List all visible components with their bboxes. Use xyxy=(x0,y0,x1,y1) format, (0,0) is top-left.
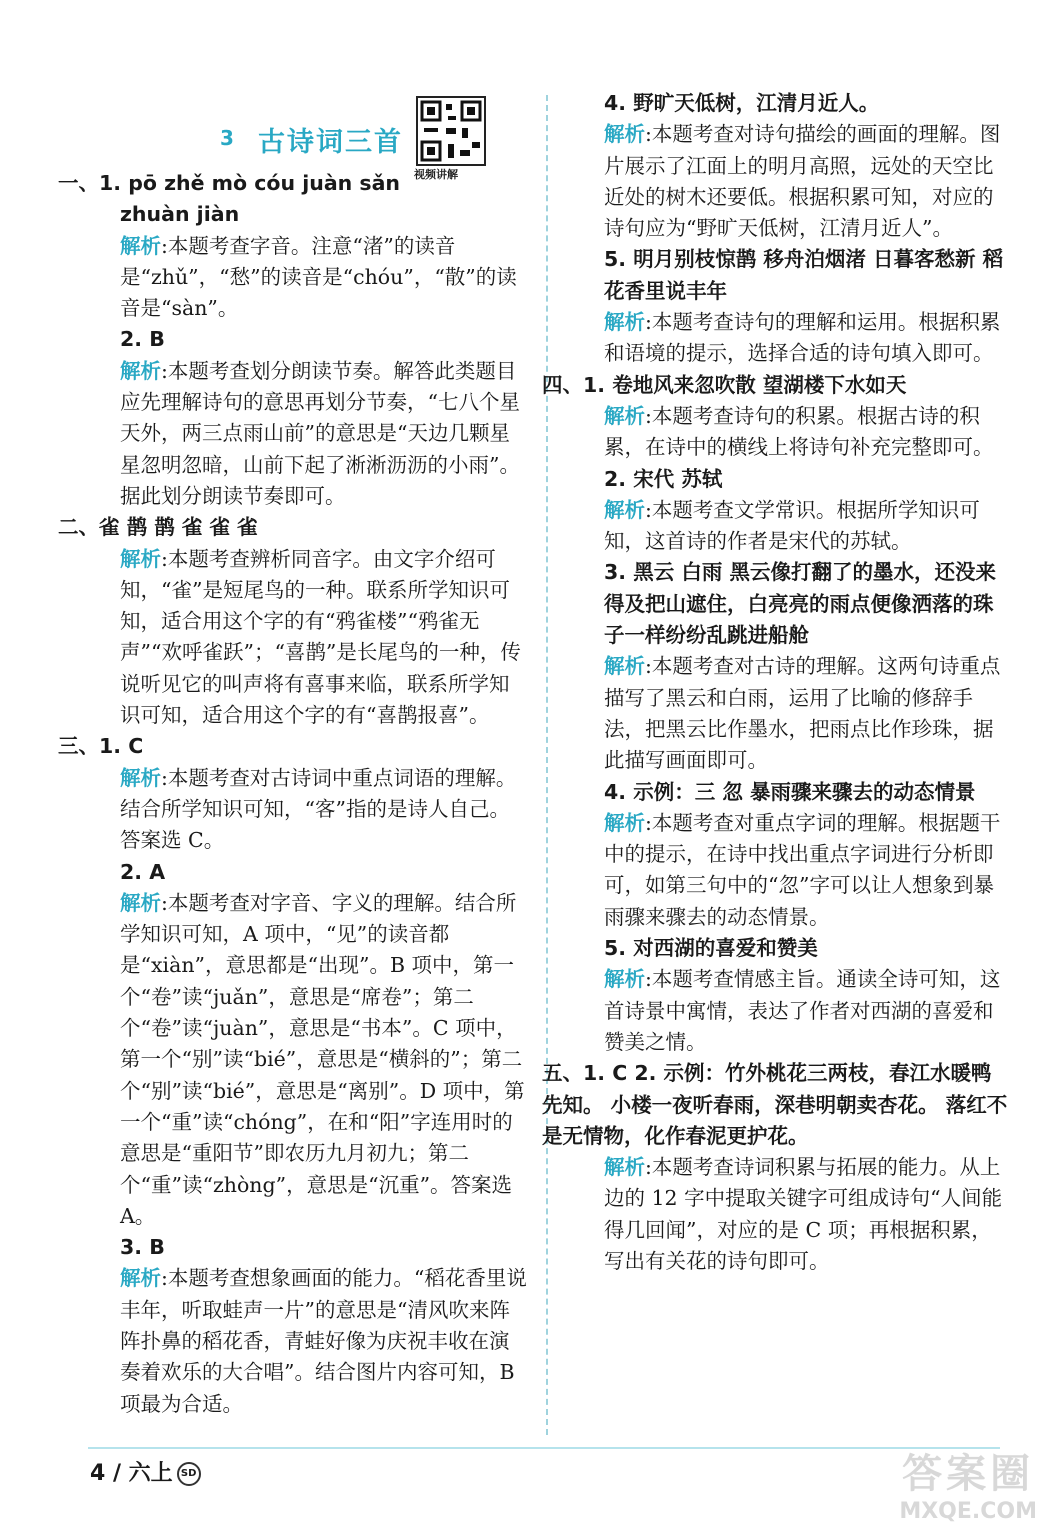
analysis-label: 解析 xyxy=(604,403,645,428)
lesson-header xyxy=(88,88,528,181)
analysis-label: 解析 xyxy=(604,967,645,992)
left-column xyxy=(58,88,528,1420)
answer-line xyxy=(88,324,528,355)
answer-line xyxy=(572,557,1012,651)
item-text: 本题考查辨析同音字。由文字介绍可知，“雀”是短尾鸟的一种。联系所学知识可知，适合用这个字的有“鸦雀楼”“鸦雀无声”“欢呼雀跃”；“喜鹊”是长尾鸟的一种，传说听见它的叫声将有喜事来临，联系所学知识可知，适合用这个字的有“喜鹊报喜”。 xyxy=(120,546,521,728)
analysis-label: 解析 xyxy=(604,1155,645,1180)
answer-line xyxy=(572,933,1012,964)
item-text: 本题考查文学常识。根据所学知识可知，这首诗的作者是宋代的苏轼。 xyxy=(604,497,980,554)
analysis-paragraph: 解析:本题考查情感主旨。通读全诗可知，这首诗景中寓情，表达了作者对西湖的喜爱和赞美之情。 xyxy=(604,967,1001,1054)
lesson-title: 古诗词三首 xyxy=(258,127,403,158)
analysis-paragraph: 解析:本题考查诗句的积累。根据古诗的积累，在诗中的横线上将诗句补充完整即可。 xyxy=(604,403,994,460)
item-text: zhuàn jiàn xyxy=(120,202,240,227)
item-text: 本题考查对古诗词中重点词语的理解。结合所学知识可知，“客”指的是诗人自己。答案选 C。 xyxy=(120,765,517,853)
right-answers xyxy=(542,88,1012,1277)
item-text: 本题考查字音。注意“渚”的读音是“zhǔ”，“愁”的读音是“chóu”，“散”的读音是“sàn”。 xyxy=(120,233,517,321)
analysis-paragraph: 解析:本题考查想象画面的能力。“稻花香里说丰年，听取蛙声一片”的意思是“清风吹来阵阵扑鼻的稻花香，青蛙好像为庆祝丰收在演奏着欢乐的大合唱”。结合图片内容可知，B 项最为合适。 xyxy=(120,1266,527,1416)
analysis-label: 解析 xyxy=(120,233,161,258)
item-text: 本题考查对字音、字义的理解。结合所学知识可知，A 项中，“见”的读音都是“xiàn”，意思都是“出现”。B 项中，第一个“卷”读“juǎn”，意思是“席卷”；第二个“卷”读“juàn”，意思是“书本”。C 项中，第一个“别”读“bié”，意思是“横斜的”；第二个“别”读“bié”，意思是“离别”。D 项中，第一个“重”读“chóng”，在和“阳”字连用时的意思是“重阳节”即农历九月初九；第二个“重”读“zhòng”，意思是“沉重”。答案选 A。 xyxy=(120,890,525,1228)
item-text: 5. 对西湖的喜爱和赞美 xyxy=(604,936,818,961)
analysis-paragraph: 解析:本题考查对诗句描绘的画面的理解。图片展示了江面上的明月高照，远处的天空比近处的树木还要低。根据积累可知，对应的诗句应为“野旷天低树，江清月近人”。 xyxy=(604,122,1001,241)
analysis-paragraph: 解析:本题考查文学常识。根据所学知识可知，这首诗的作者是宋代的苏轼。 xyxy=(604,497,980,554)
sd-badge-icon: SD xyxy=(177,1462,201,1486)
answer-line xyxy=(88,1232,528,1263)
answer-line xyxy=(542,1058,1012,1152)
item-text: 三、1. C xyxy=(58,734,144,759)
item-text: 本题考查对诗句描绘的画面的理解。图片展示了江面上的明月高照，远处的天空比近处的树木还要低。根据积累可知，对应的诗句应为“野旷天低树，江清月近人”。 xyxy=(604,122,1001,241)
item-text: 3. 黑云 白雨 黑云像打翻了的墨水，还没来得及把山遮住，白亮亮的雨点便像洒落的珠子一样纷纷乱跳进船舱 xyxy=(604,560,996,648)
lesson-number: 3 xyxy=(220,126,234,150)
qr-code-icon[interactable] xyxy=(416,96,486,166)
item-text: 本题考查想象画面的能力。“稻花香里说丰年，听取蛙声一片”的意思是“清风吹来阵阵扑鼻的稻花香，青蛙好像为庆祝丰收在演奏着欢乐的大合唱”。结合图片内容可知，B 项最为合适。 xyxy=(120,1266,527,1416)
analysis-label: 解析 xyxy=(604,310,645,335)
item-text: 2. A xyxy=(120,859,166,884)
answer-line xyxy=(88,199,528,230)
analysis-paragraph: 解析:本题考查对重点字词的理解。根据题干中的提示，在诗中找出重点字词进行分析即可，如第三句中的“忽”字可以让人想象到暴雨骤来骤去的动态情景。 xyxy=(604,810,1001,929)
analysis-label: 解析 xyxy=(120,890,161,915)
item-text: 4. 野旷天低树，江清月近人。 xyxy=(604,91,880,115)
analysis-paragraph: 解析:本题考查诗词积累与拓展的能力。从上边的 12 字中提取关键字可组成诗句“人间能得几回闻”，对应的是 C 项；再根据积累，写出有关花的诗句即可。 xyxy=(604,1155,1003,1273)
item-text: 2. 宋代 苏轼 xyxy=(604,466,723,491)
answer-line xyxy=(88,857,528,888)
item-text: 本题考查情感主旨。通读全诗可知，这首诗景中寓情，表达了作者对西湖的喜爱和赞美之情。 xyxy=(604,967,1001,1054)
analysis-label: 解析 xyxy=(604,654,645,679)
item-text: 二、雀 鹊 鹊 雀 雀 雀 xyxy=(58,515,258,540)
analysis-paragraph: 解析:本题考查诗句的理解和运用。根据积累和语境的提示，选择合适的诗句填入即可。 xyxy=(604,310,1001,366)
item-text: 2. B xyxy=(120,327,165,352)
analysis-paragraph: 解析:本题考查对古诗词中重点词语的理解。结合所学知识可知，“客”指的是诗人自己。答案选 C。 xyxy=(120,765,517,853)
left-answers xyxy=(58,168,528,1420)
watermark-url: MXQE.COM xyxy=(899,1499,1037,1524)
analysis-label: 解析 xyxy=(120,1266,161,1291)
right-column xyxy=(542,88,1012,1277)
analysis-label: 解析 xyxy=(604,810,645,835)
item-text: 5. 明月别枝惊鹊 移舟泊烟渚 日暮客愁新 稻花香里说丰年 xyxy=(604,247,1004,303)
answer-line xyxy=(58,731,528,762)
item-text: 本题考查对古诗的理解。这两句诗重点描写了黑云和白雨，运用了比喻的修辞手法，把黑云比作墨水，把雨点比作珍珠，据此描写画面即可。 xyxy=(604,654,1001,773)
analysis-label: 解析 xyxy=(120,358,161,383)
watermark xyxy=(899,1442,1037,1524)
analysis-paragraph: 解析:本题考查对古诗的理解。这两句诗重点描写了黑云和白雨，运用了比喻的修辞手法，把黑云比作墨水，把雨点比作珍珠，据此描写画面即可。 xyxy=(604,654,1001,773)
qr-caption: 视频讲解 xyxy=(414,168,458,181)
item-text: 五、1. C 2. 示例：竹外桃花三两枝，春江水暖鸭先知。 小楼一夜听春雨，深巷明朝卖杏花。 落红不是无情物，化作春泥更护花。 xyxy=(542,1061,1008,1148)
item-text: 一、1. pō zhě mò cóu juàn sǎn xyxy=(58,171,401,195)
item-text: 本题考查划分朗读节奏。解答此类题目应先理解诗句的意思再划分节奏，“七八个星天外，两三点雨山前”的意思是“天边几颗星星忽明忽暗，山前下起了淅淅沥沥的小雨”。据此划分朗读节奏即可。 xyxy=(120,358,520,508)
item-text: 四、1. 卷地风来忽吹散 望湖楼下水如天 xyxy=(542,372,907,397)
answer-line xyxy=(572,244,1012,307)
answer-line xyxy=(58,512,528,543)
analysis-paragraph: 解析:本题考查字音。注意“渚”的读音是“zhǔ”，“愁”的读音是“chóu”，“散”的读音是“sàn”。 xyxy=(120,233,517,321)
analysis-label: 解析 xyxy=(120,546,161,571)
answer-line xyxy=(572,88,1012,119)
item-text: 本题考查诗词积累与拓展的能力。从上边的 12 字中提取关键字可组成诗句“人间能得几回闻”，对应的是 C 项；再根据积累，写出有关花的诗句即可。 xyxy=(604,1155,1003,1273)
analysis-paragraph: 解析:本题考查辨析同音字。由文字介绍可知，“雀”是短尾鸟的一种。联系所学知识可知，适合用这个字的有“鸦雀楼”“鸦雀无声”“欢呼雀跃”；“喜鹊”是长尾鸟的一种，传说听见它的叫声将有喜事来临，联系所学知识可知，适合用这个字的有“喜鹊报喜”。 xyxy=(120,546,521,728)
item-text: 本题考查对重点字词的理解。根据题干中的提示，在诗中找出重点字词进行分析即可，如第三句中的“忽”字可以让人想象到暴雨骤来骤去的动态情景。 xyxy=(604,810,1001,929)
answer-line xyxy=(542,370,1012,401)
analysis-label: 解析 xyxy=(120,765,161,790)
watermark-logo: 答案圈 xyxy=(902,1451,1035,1497)
analysis-label: 解析 xyxy=(604,122,645,147)
item-text: 3. B xyxy=(120,1235,165,1260)
page-label: 4 / 六上 xyxy=(90,1461,173,1486)
item-text: 本题考查诗句的积累。根据古诗的积累，在诗中的横线上将诗句补充完整即可。 xyxy=(604,403,994,460)
item-text: 本题考查诗句的理解和运用。根据积累和语境的提示，选择合适的诗句填入即可。 xyxy=(604,310,1001,366)
footer-rule xyxy=(88,1447,1000,1449)
analysis-label: 解析 xyxy=(604,497,645,522)
column-divider xyxy=(546,95,548,1435)
answer-line xyxy=(572,777,1012,808)
page-number xyxy=(90,1456,201,1487)
answer-line xyxy=(572,464,1012,495)
analysis-paragraph: 解析:本题考查划分朗读节奏。解答此类题目应先理解诗句的意思再划分节奏，“七八个星天外，两三点雨山前”的意思是“天边几颗星星忽明忽暗，山前下起了淅淅沥沥的小雨”。据此划分朗读节奏即可。 xyxy=(120,358,520,508)
analysis-paragraph: 解析:本题考查对字音、字义的理解。结合所学知识可知，A 项中，“见”的读音都是“xiàn”，意思都是“出现”。B 项中，第一个“卷”读“juǎn”，意思是“席卷”；第二个“卷”读“juàn”，意思是“书本”。C 项中，第一个“别”读“bié”，意思是“横斜的”；第二个“别”读“bié”，意思是“离别”。D 项中，第一个“重”读“chóng”，在和“阳”字连用时的意思是“重阳节”即农历九月初九；第二个“重”读“zhòng”，意思是“沉重”。答案选 A。 xyxy=(120,890,525,1228)
item-text: 4. 示例：三 忽 暴雨骤来骤去的动态情景 xyxy=(604,779,976,804)
